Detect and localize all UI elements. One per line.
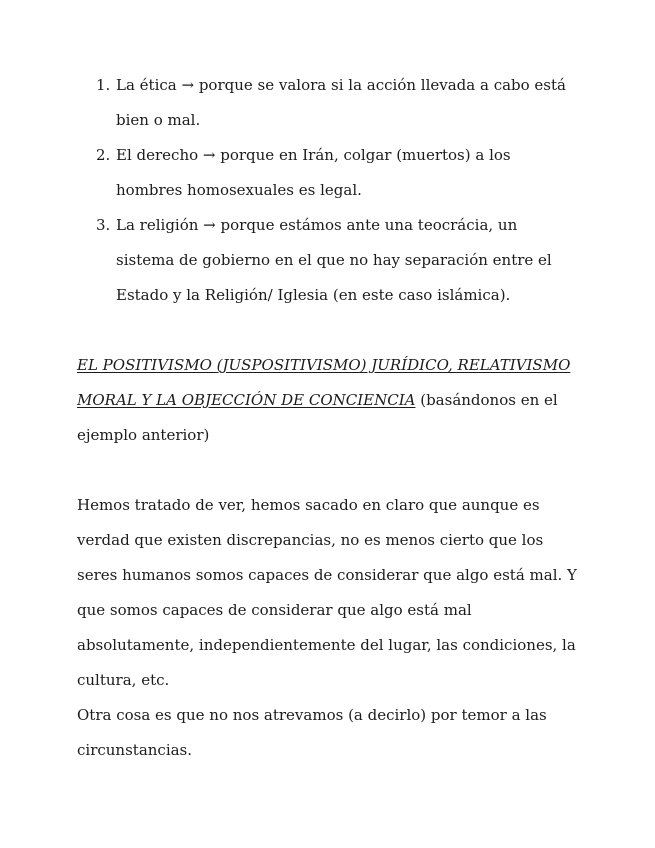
blank-line <box>77 453 579 488</box>
list-item <box>96 138 579 208</box>
list-item <box>96 208 579 313</box>
list-item-number: 3. <box>96 216 111 234</box>
body-paragraph: Hemos tratado de ver, hemos sacado en claro que aunque es verdad que existen discrepancias, no es menos cierto que los seres humanos somos capaces de considerar que algo está mal. Y que somos capaces de considerar que algo está mal absolutamente, independientemente del lugar, las condiciones, la cultura, etc. <box>77 496 577 689</box>
list-item-number: 1. <box>96 76 111 94</box>
section-heading-line <box>77 348 579 453</box>
list-item <box>96 68 579 138</box>
body-paragraph: Otra cosa es que no nos atrevamos (a decirlo) por temor a las circunstancias. <box>77 706 547 759</box>
section-heading: EL POSITIVISMO (JUSPOSITIVISMO) JURÍDICO, RELATIVISMO MORAL Y LA OBJECCIÓN DE CONCIENCIA <box>77 356 571 409</box>
list-item-number: 2. <box>96 146 111 164</box>
numbered-list <box>77 68 579 313</box>
list-item-text: El derecho → porque en Irán, colgar (muertos) a los hombres homosexuales es legal. <box>116 146 511 199</box>
list-item-text: La religión → porque estámos ante una teocrácia, un sistema de gobierno en el que no hay separación entre el Estado y la Religión/ Iglesia (en este caso islámica). <box>116 216 552 304</box>
blank-line <box>77 313 579 348</box>
section-heading-note: (basándonos en el ejemplo anterior) <box>77 391 558 444</box>
list-item-text: La ética → porque se valora si la acción llevada a cabo está bien o mal. <box>116 76 566 129</box>
